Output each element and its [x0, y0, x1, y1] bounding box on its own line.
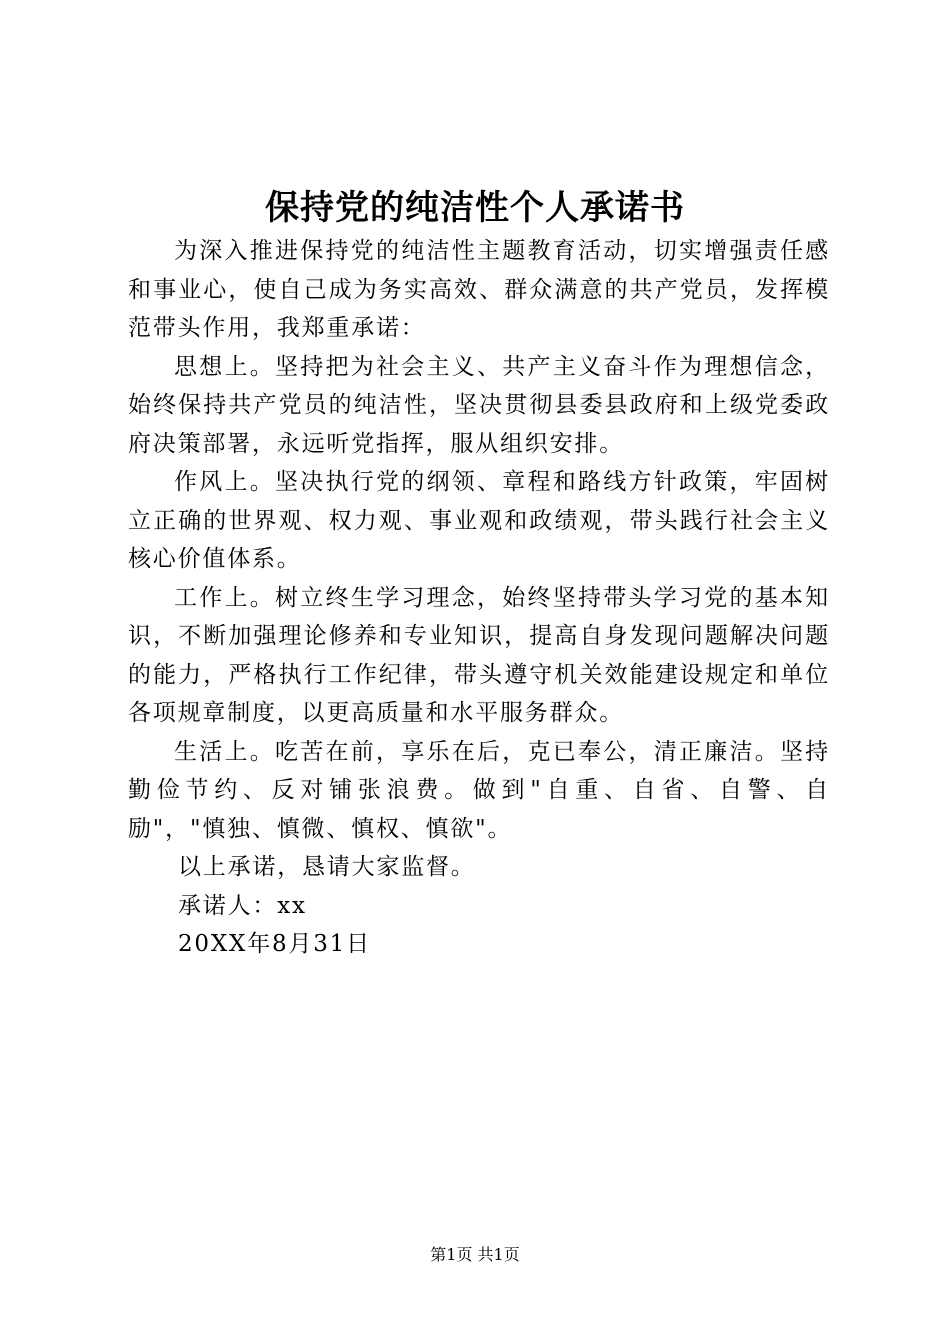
life-paragraph: 生活上。吃苦在前，享乐在后，克已奉公，清正廉洁。坚持勤俭节约、反对铺张浪费。做到"自重、自省、自警、自励"，"慎独、慎微、慎权、慎欲"。: [128, 738, 830, 842]
closing-line: 以上承诺，恳请大家监督。: [178, 854, 476, 880]
thought-paragraph: 思想上。坚持把为社会主义、共产主义奋斗作为理想信念，始终保持共产党员的纯洁性，坚决贯彻县委县政府和上级党委政府决策部署，永远听党指挥，服从组织安排。: [128, 353, 830, 457]
intro-paragraph: 为深入推进保持党的纯洁性主题教育活动，切实增强责任感和事业心，使自己成为务实高效、群众满意的共产党员，发挥模范带头作用，我郑重承诺：: [128, 238, 830, 341]
page-footer: 第1页 共1页: [430, 1245, 520, 1264]
document-body: [128, 232, 830, 964]
style-paragraph: 作风上。坚决执行党的纲领、章程和路线方针政策，牢固树立正确的世界观、权力观、事业观和政绩观，带头践行社会主义核心价值体系。: [128, 469, 830, 572]
work-paragraph: 工作上。树立终生学习理念，始终坚持带头学习党的基本知识，不断加强理论修养和专业知识，提高自身发现问题解决问题的能力，严格执行工作纪律，带头遵守机关效能建设规定和单位各项规章制度，以更高质量和水平服务群众。: [128, 584, 830, 726]
document-title: 保持党的纯洁性个人承诺书: [265, 188, 685, 228]
signer-line: 承诺人：xx: [178, 892, 307, 919]
date-line: 20XX年8月31日: [178, 931, 371, 957]
